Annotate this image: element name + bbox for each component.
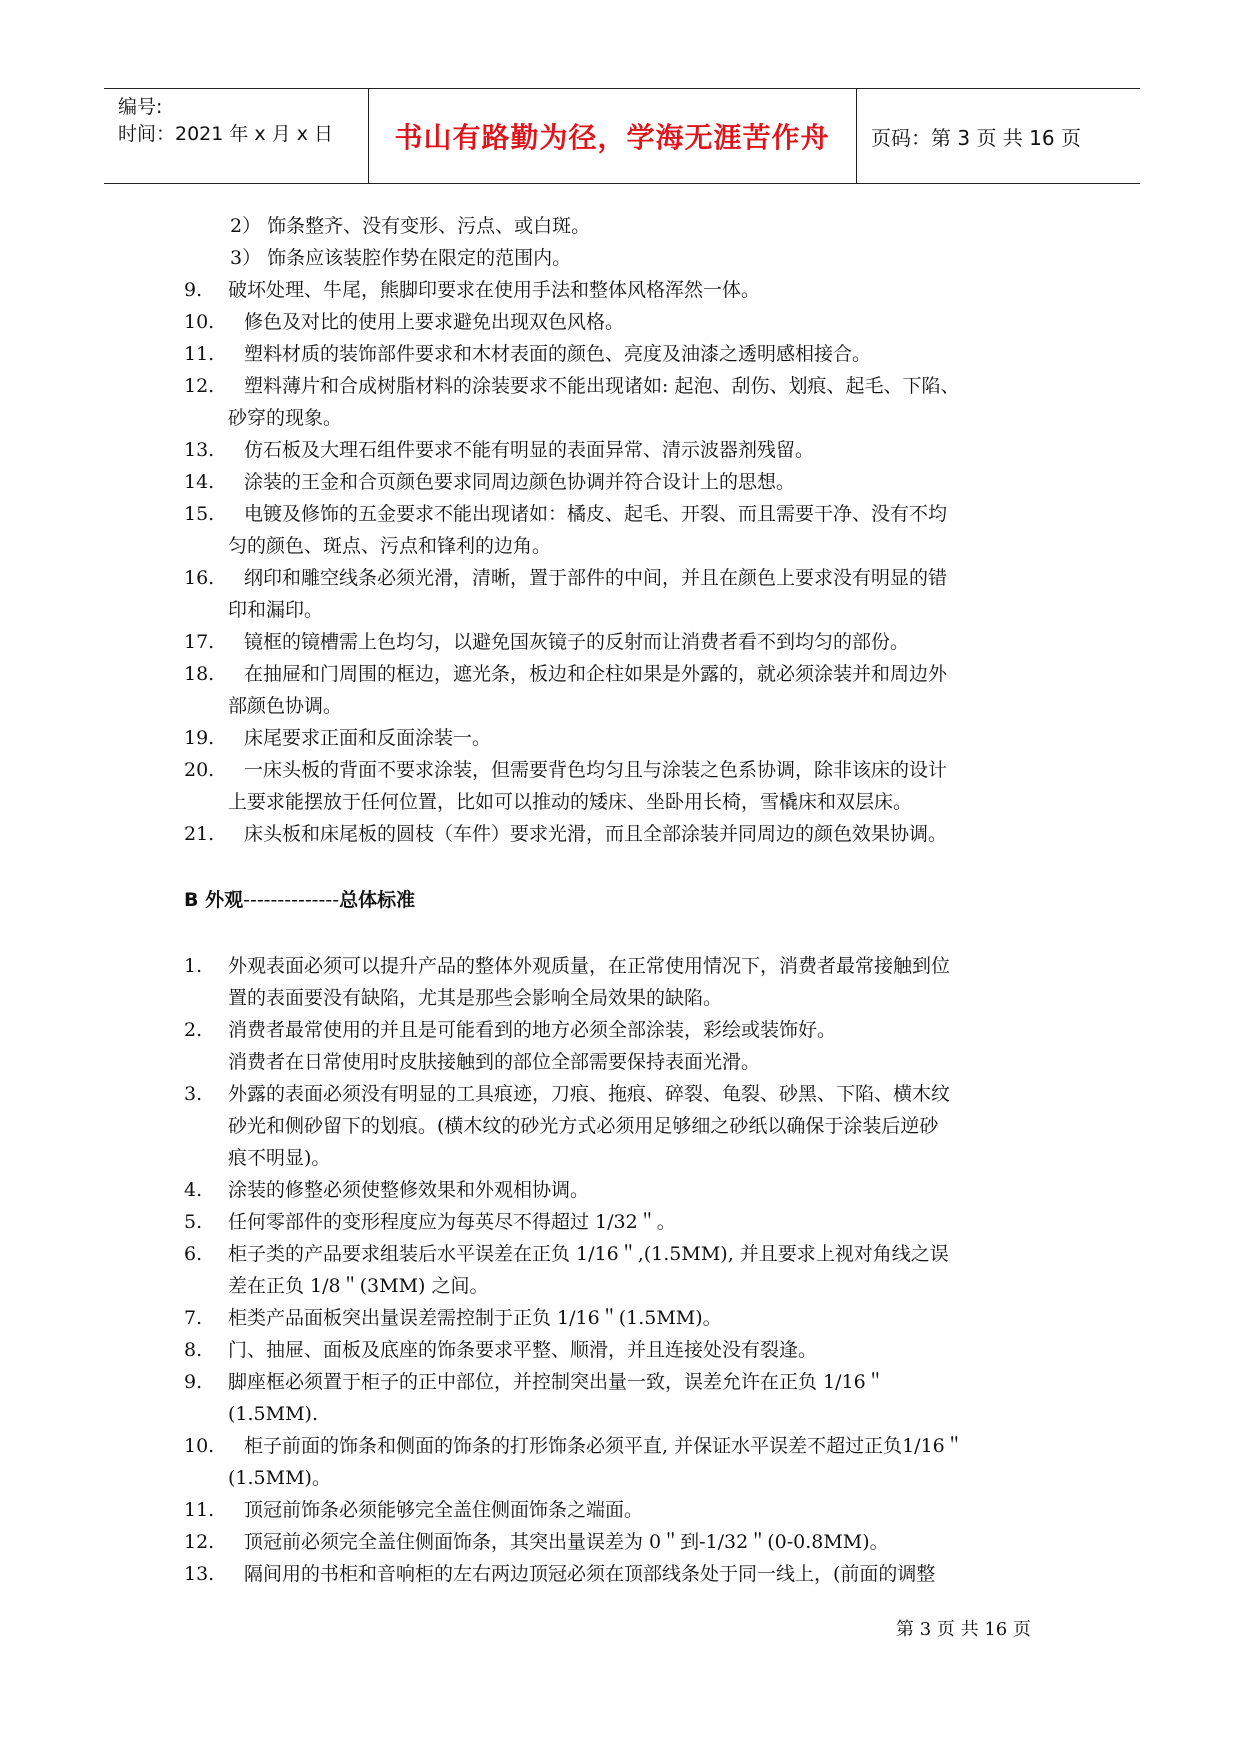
list-item <box>184 626 1064 658</box>
item-text: 部颜色协调。 <box>228 695 343 717</box>
item-number: 20. <box>184 759 215 781</box>
list-item <box>184 982 1064 1014</box>
item-text: 塑料材质的装饰部件要求和木材表面的颜色、亮度及油漆之透明感相接合。 <box>244 343 872 365</box>
item-text: 脚座框必须置于柜子的正中部位，并控制突出量一致，误差允许在正负 1/16＂ <box>228 1371 885 1393</box>
list-item <box>184 402 1064 434</box>
item-number: 9. <box>184 1371 203 1393</box>
list-item <box>184 1398 1064 1430</box>
list-item <box>184 1430 1064 1462</box>
list-item <box>184 242 1064 274</box>
item-text: 任何零部件的变形程度应为每英尽不得超过 1/32＂。 <box>228 1211 676 1233</box>
item-text: 在抽屉和门周围的框边，遮光条，板边和企柱如果是外露的，就必须涂装并和周边外 <box>244 663 948 685</box>
item-number: 13. <box>184 439 215 461</box>
item-number: 7. <box>184 1307 203 1329</box>
list-item <box>184 818 1064 850</box>
item-text: 仿石板及大理石组件要求不能有明显的表面异常、清示波器剂残留。 <box>244 439 815 461</box>
time-label: 时间：2021 年 x 月 x 日 <box>118 123 334 145</box>
item-number: 3. <box>184 1083 203 1105</box>
list-item <box>184 1110 1064 1142</box>
number-label: 编号: <box>118 96 163 118</box>
item-text: 镜框的镜槽需上色均匀，以避免国灰镜子的反射而让消费者看不到均匀的部份。 <box>244 631 910 653</box>
list-item <box>184 1238 1064 1270</box>
list-item <box>184 498 1064 530</box>
item-text: 一床头板的背面不要求涂装，但需要背色均匀且与涂装之色系协调，除非该床的设计 <box>244 759 948 781</box>
item-number: 21. <box>184 823 215 845</box>
list-item <box>184 722 1064 754</box>
list-item <box>184 1302 1064 1334</box>
item-number: 9. <box>184 279 203 301</box>
item-text: 破坏处理、牛尾，熊脚印要求在使用手法和整体风格浑然一体。 <box>228 279 761 301</box>
item-number: 8. <box>184 1339 203 1361</box>
item-text: 纲印和雕空线条必须光滑，清晰，置于部件的中间，并且在颜色上要求没有明显的错 <box>244 567 948 589</box>
document-body <box>184 210 1064 1590</box>
item-text: 柜类产品面板突出量误差需控制于正负 1/16＂(1.5MM)。 <box>228 1307 722 1329</box>
page-label: 页码：第 3 页 共 16 页 <box>871 125 1081 150</box>
item-number: 6. <box>184 1243 203 1265</box>
item-text: 隔间用的书柜和音响柜的左右两边顶冠必须在顶部线条处于同一线上，(前面的调整 <box>244 1563 936 1585</box>
item-number: 5. <box>184 1211 203 1233</box>
item-number: 16. <box>184 567 215 589</box>
list-item <box>184 530 1064 562</box>
item-number: 1. <box>184 955 203 977</box>
list-item <box>184 466 1064 498</box>
list-item <box>184 658 1064 690</box>
item-text: 顶冠前饰条必须能够完全盖住侧面饰条之端面。 <box>244 1499 644 1521</box>
item-number: 12. <box>184 375 215 397</box>
section-a-list <box>184 210 1064 850</box>
item-text: (1.5MM)。 <box>228 1467 331 1489</box>
item-number: 10. <box>184 1435 215 1457</box>
header-right-cell <box>857 89 1140 183</box>
list-item <box>184 1494 1064 1526</box>
page-footer: 第 3 页 共 16 页 <box>896 1619 1031 1640</box>
list-item <box>184 1462 1064 1494</box>
item-number: 17. <box>184 631 215 653</box>
section-b-list <box>184 950 1064 1590</box>
list-item <box>184 1142 1064 1174</box>
item-number: 4. <box>184 1179 203 1201</box>
list-item <box>184 1014 1064 1046</box>
motto-text: 书山有路勤为径，学海无涯苦作舟 <box>394 121 830 154</box>
list-item <box>184 1270 1064 1302</box>
list-item <box>184 562 1064 594</box>
item-number: 12. <box>184 1531 215 1553</box>
item-text: 消费者在日常使用时皮肤接触到的部位全部需要保持表面光滑。 <box>228 1051 761 1073</box>
item-text: (1.5MM). <box>228 1403 318 1425</box>
item-text: 床头板和床尾板的圆枝（车件）要求光滑，而且全部涂装并同周边的颜色效果协调。 <box>244 823 948 845</box>
list-item <box>184 1334 1064 1366</box>
item-number: 14. <box>184 471 215 493</box>
item-text: 柜子前面的饰条和侧面的饰条的打形饰条必须平直, 并保证水平误差不超过正负1/16＂ <box>244 1435 964 1457</box>
item-text: 外露的表面必须没有明显的工具痕迹，刀痕、拖痕、碎裂、龟裂、砂黑、下陷、横木纹 <box>228 1083 951 1105</box>
list-item <box>184 274 1064 306</box>
item-text: 印和漏印。 <box>228 599 324 621</box>
item-text: 3） 饰条应该装腔作势在限定的范围内。 <box>230 247 572 269</box>
item-text: 2） 饰条整齐、没有变形、污点、或白斑。 <box>230 215 591 237</box>
item-text: 塑料薄片和合成树脂材料的涂装要求不能出现诸如: 起泡、刮伤、划痕、起毛、下陷、 <box>244 375 960 397</box>
item-text: 痕不明显)。 <box>228 1147 331 1169</box>
list-item <box>184 754 1064 786</box>
section-b-title <box>184 884 1064 916</box>
document-header <box>104 88 1140 184</box>
item-text: 涂装的王金和合页颜色要求同周边颜色协调并符合设计上的思想。 <box>244 471 796 493</box>
list-item <box>184 690 1064 722</box>
list-item <box>184 210 1064 242</box>
item-number: 11. <box>184 1499 215 1521</box>
item-text: 涂装的修整必须使整修效果和外观相协调。 <box>228 1179 590 1201</box>
list-item <box>184 338 1064 370</box>
item-text: 电镀及修饰的五金要求不能出现诸如：橘皮、起毛、开裂、而且需要干净、没有不均 <box>244 503 948 525</box>
item-text: 砂穿的现象。 <box>228 407 343 429</box>
item-text: 上要求能摆放于任何位置，比如可以推动的矮床、坐卧用长椅，雪橇床和双层床。 <box>228 791 913 813</box>
list-item <box>184 434 1064 466</box>
list-item <box>184 950 1064 982</box>
list-item <box>184 370 1064 402</box>
list-item <box>184 1206 1064 1238</box>
item-text: 修色及对比的使用上要求避免出现双色风格。 <box>244 311 625 333</box>
list-item <box>184 594 1064 626</box>
item-text: 柜子类的产品要求组装后水平误差在正负 1/16＂,(1.5MM), 并且要求上视对角线之误 <box>228 1243 949 1265</box>
item-number: 19. <box>184 727 215 749</box>
item-text: 匀的颜色、斑点、污点和锋利的边角。 <box>228 535 552 557</box>
list-item <box>184 1558 1064 1590</box>
list-item <box>184 1366 1064 1398</box>
item-text: 门、抽屉、面板及底座的饰条要求平整、顺滑，并且连接处没有裂逢。 <box>228 1339 818 1361</box>
list-item <box>184 306 1064 338</box>
list-item <box>184 1174 1064 1206</box>
item-text: 顶冠前必须完全盖住侧面饰条，其突出量误差为 0＂到-1/32＂(0-0.8MM)。 <box>244 1531 889 1553</box>
item-text: 外观表面必须可以提升产品的整体外观质量，在正常使用情况下，消费者最常接触到位 <box>228 955 951 977</box>
item-text: 差在正负 1/8＂(3MM) 之间。 <box>228 1275 489 1297</box>
list-item <box>184 786 1064 818</box>
item-number: 13. <box>184 1563 215 1585</box>
item-text: 砂光和侧砂留下的划痕。(横木纹的砂光方式必须用足够细之砂纸以确保于涂装后逆砂 <box>228 1115 939 1137</box>
header-center-cell <box>368 89 857 183</box>
item-number: 11. <box>184 343 215 365</box>
list-item <box>184 1078 1064 1110</box>
item-text: 床尾要求正面和反面涂装一。 <box>244 727 492 749</box>
item-number: 10. <box>184 311 215 333</box>
section-b-title-left: B 外观 <box>184 889 244 911</box>
list-item <box>184 1046 1064 1078</box>
section-b-title-dash: -------------- <box>243 889 340 911</box>
item-number: 18. <box>184 663 215 685</box>
section-b-title-right: 总体标准 <box>339 889 416 911</box>
item-text: 置的表面要没有缺陷，尤其是那些会影响全局效果的缺陷。 <box>228 987 723 1009</box>
list-item <box>184 1526 1064 1558</box>
item-text: 消费者最常使用的并且是可能看到的地方必须全部涂装，彩绘或装饰好。 <box>228 1019 837 1041</box>
header-left-cell <box>104 89 369 183</box>
item-number: 15. <box>184 503 215 525</box>
item-number: 2. <box>184 1019 203 1041</box>
